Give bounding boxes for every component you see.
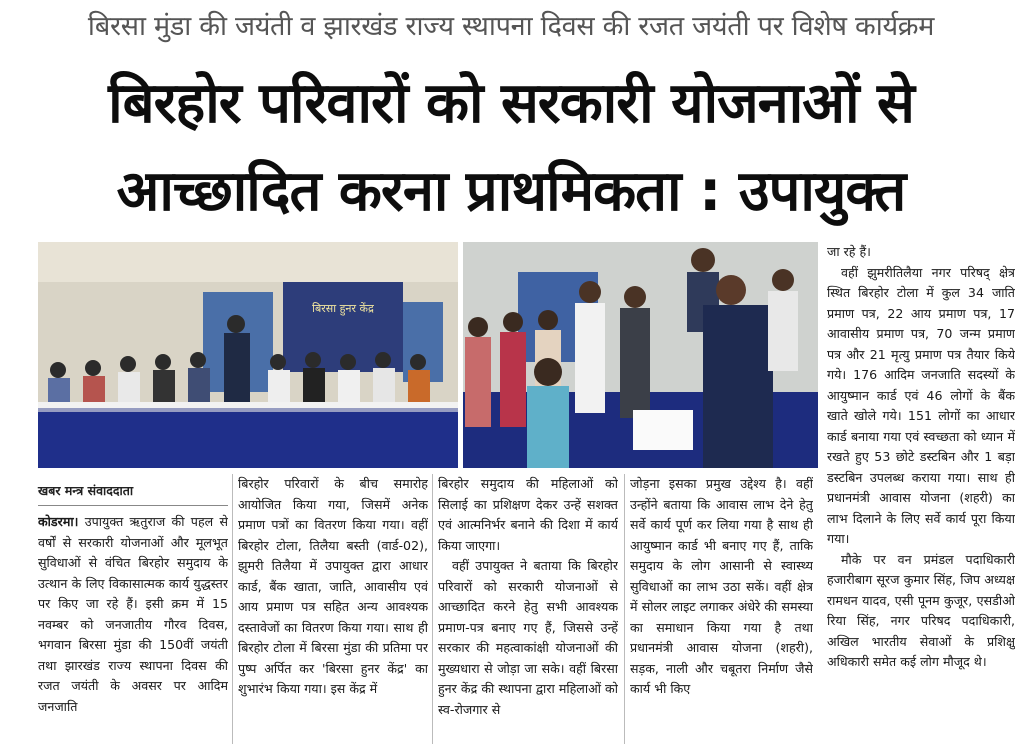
article-column-2 <box>238 474 428 746</box>
column-5-para-1: जा रहे हैं। <box>827 244 871 259</box>
column-3-para-2: वहीं उपायुक्त ने बताया कि बिरहोर परिवारों को सरकारी योजनाओं से आच्छादित करने हेतु सभी आवश्यक प्रमाण-पत्र बनाए गए हैं, जिससे उन्हें सरकार की महत्वाकांक्षी योजनाओं की मुख्यधारा से जोड़ा जा सके। वहीं बिरसा हुनर केंद्र की स्थापना द्वारा महिलाओं को स्व-रोजगार से <box>438 558 618 717</box>
column-5-para-2: वहीं झुमरीतिलैया नगर परिषद् क्षेत्र स्थित बिरहोर टोला में कुल 34 जाति प्रमाण पत्र, 22 आय प्रमाण पत्र, 17 आवासीय प्रमाण पत्र, 70 जन्म प्रमाण पत्र और 21 मृत्यु प्रमाण पत्र तैयार किये गये। 176 आदिम जनजाति सदस्यों के आयुष्मान कार्ड एवं 46 लोगों के बैंक खाते खोले गये। 151 लोगों का आधार कार्ड बनाया गया एवं स्वच्छता को ध्यान में रखते हुए 53 छोटे डस्टबिन और 1 बड़ा डस्टबिन उपलब्ध कराया गया। साथ ही प्रधानमंत्री आवास योजना (शहरी) का लाभ दिलाने के लिए सर्वे कार्य पूरा किया गया। <box>827 264 1015 546</box>
article-column-4 <box>630 474 813 746</box>
column-4-text: जोड़ना इसका प्रमुख उद्देश्य है। वहीं उन्होंने बताया कि आवास लाभ देने हेतु सर्वे कार्य पूर्ण कर लिया गया है साथ ही आयुष्मान कार्ड भी बनाए गए हैं, ताकि समुदाय के लोग आसानी से स्वास्थ्य सुविधाओं का लाभ उठा सकें। वहीं क्षेत्र में सोलर लाइट लगाकर अंधेरे की समस्या का समाधान किया गया है तथा प्रधानमंत्री आवास योजना (शहरी), सड़क, नाली और चबूतरा निर्माण जैसे कार्य भी किए <box>630 476 813 696</box>
byline-rule <box>38 505 228 506</box>
headline-line-2: आच्छादित करना प्राथमिकता : उपायुक्त <box>116 159 906 224</box>
article-column-5 <box>827 242 1015 746</box>
column-divider <box>432 474 433 744</box>
column-3-para-1: बिरहोर समुदाय की महिलाओं को सिलाई का प्रशिक्षण देकर उन्हें सशक्त एवं आत्मनिर्भर बनाने की दिशा में कार्य किया जाएगा। <box>438 476 618 553</box>
article-column-1 <box>38 512 228 744</box>
photo-stage-ceremony <box>38 242 458 468</box>
column-1-text: उपायुक्त ऋतुराज की पहल से वर्षों से सरकारी योजनाओं और मूलभूत सुविधाओं से वंचित बिरहोर समुदाय के उत्थान के लिए विकासात्मक कार्य युद्धस्तर पर किए जा रहे हैं। इसी क्रम में 15 नवम्बर को जनजातीय गौरव दिवस, भगवान बिरसा मुंडा की 150वीं जयंती तथा झारखंड राज्य स्थापना दिवस की रजत जयंती के अवसर पर आदिम जनजाति <box>38 514 228 714</box>
byline: खबर मन्त्र संवाददाता <box>38 483 134 498</box>
kicker-subhead: बिरसा मुंडा की जयंती व झारखंड राज्य स्थापना दिवस की रजत जयंती पर विशेष कार्यक्रम <box>87 11 935 42</box>
column-divider <box>624 474 625 744</box>
article-column-3 <box>438 474 618 746</box>
column-2-text: बिरहोर परिवारों के बीच समारोह आयोजित किया गया, जिसमें अनेक प्रमाण पत्रों का वितरण किया गया। वहीं बिरहोर टोला, तिलैया बस्ती (वार्ड-02), झुमरी तिलैया में उपायुक्त द्वारा आधार कार्ड, बैंक खाता, जाति, आवासीय एवं आय प्रमाण पत्र सहित अन्य आवश्यक दस्तावेजों का वितरण किया गया। साथ ही बिरहोर टोला में बिरसा मुंडा की प्रतिमा पर पुष्प अर्पित कर 'बिरसा हुनर केंद्र' का शुभारंभ किया गया। इस केंद्र में <box>238 476 428 696</box>
dateline: कोडरमा। <box>38 514 79 529</box>
photo-certificate-distribution <box>463 242 818 468</box>
column-divider <box>232 474 233 744</box>
headline-line-1: बिरहोर परिवारों को सरकारी योजनाओं से <box>108 71 914 136</box>
banner-text: बिरसा हुनर केंद्र <box>312 302 374 315</box>
column-5-para-3: मौके पर वन प्रमंडल पदाधिकारी हजारीबाग सूरज कुमार सिंह, जिप अध्यक्ष रामधन यादव, एसी पूनम कुजूर, एसडीओ रिया सिंह, नगर परिषद पदाधिकारी, अखिल भारतीय सेवाओं के प्रशिक्षु अधिकारी समेत कई लोग मौजूद थे। <box>827 551 1015 669</box>
